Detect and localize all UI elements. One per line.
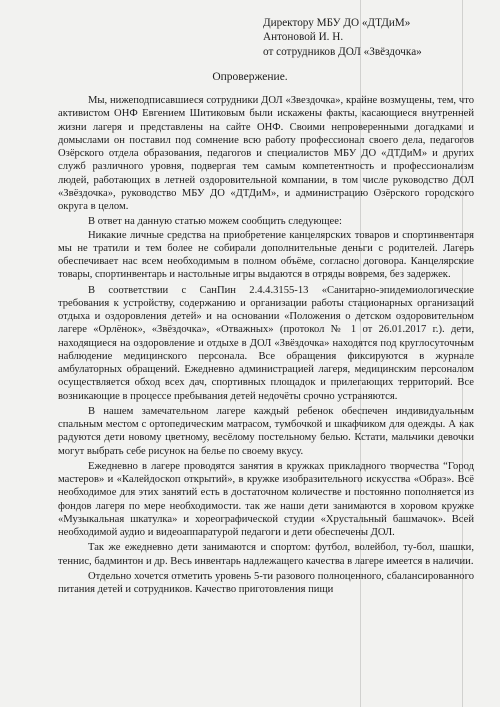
document-title: Опровержение.	[212, 71, 288, 83]
paragraph: В нашем замечательном лагере каждый ребенок обеспечен индивидуальным спальным местом с ортопедическим матрасом, тумбочкой и шкафчиком для одежды. А как радуются дети новому цветному, весёлому постельному белью. Кстати, мальчики девочки могут выбрать себе рисунок на белье по своему вкусу.	[58, 405, 474, 457]
document-body	[58, 94, 474, 598]
addressee-line: Директору МБУ ДО «ДТДиМ»	[263, 17, 411, 29]
paragraph: Никакие личные средства на приобретение канцелярских товаров и спортинвентаря мы не тратили и тем более не собирали дополнительные деньги с родителей. Лагерь обеспечивает нас всем необходимым в полном объёме, согласно договора. Канцелярские товары, спортинвентарь и настольные игры выдаются в отряды вовремя, без задержек.	[58, 229, 474, 281]
addressee-line: Антоновой И. Н.	[263, 31, 344, 44]
paragraph: Мы, нижеподписавшиеся сотрудники ДОЛ «Звездочка», крайне возмущены, тем, что активистом ОНФ Евгением Шитиковым были искажены факты, касающиеся внутренней жизни лагеря и представлены на сайте ОНФ. Своими непроверенными догадками и домыслами он поставил под сомнение всю работу профессионал своего дела, педагогов Озёрского отдела образования, педагогов и специалистов МБУ ДО «ДТДиМ» и других служб различного уровня, подвергая тем самым компетентность и профессионализм людей, работающих в летней оздоровительной компании, в том числе руководство ДОЛ «Звёздочка», руководство МБУ ДО «ДТДиМ», и администрацию Озёрского городского округа в целом.	[58, 95, 474, 212]
paragraph: Ежедневно в лагере проводятся занятия в кружках прикладного творчества “Город мастеров» и «Калейдоскоп открытий», в кружке изобразительного искусства «Образ». Всё необходимое для этих занятий есть в достаточном количестве и постоянно пополняется из фондов лагеря по мере необходимости. так же наши дети занимаются в хоровом кружке «Музыкальная шкатулка» и хореографической студии «Хрустальный башмачок». Всей необходимой аудио и видеоаппаратурой педагоги и дети обеспечены ДОЛ.	[58, 460, 474, 538]
paragraph: Отдельно хочется отметить уровень 5-ти разового полноценного, сбалансированного питания детей и сотрудников. Качество приготовления пищи	[58, 570, 474, 595]
paragraph: В ответ на данную статью можем сообщить следующее:	[88, 216, 342, 228]
paragraph: Так же ежедневно дети занимаются и спортом: футбол, волейбол, ту-бол, шашки, теннис, бадминтон и др. Весь инвентарь надлежащего качества в лагере имеется в наличии.	[58, 542, 474, 567]
addressee-block	[263, 16, 422, 59]
paragraph: В соответствии с СанПин 2.4.4.3155-13 «Санитарно-эпидемиологические требования к устройству, содержанию и организации работы стационарных организаций отдыха и оздоровления детей» и на основании «Положения о детском оздоровительном лагере «Орлёнок», «Звёздочка», «Отважных» (протокол № 1 от 26.01.2017 г.). дети, находящиеся на оздоровление и отдыхе в ДОЛ «Звёздочка» находятся под круглосуточным наблюдение медицинского персонала. Все обращения фиксируются в журнале амбулаторных обращений. Ежедневно администрацией лагеря, медицинским персоналом осуществляется обход всех дач, спортивных площадок и прилегающих территорий. Все возникающие в процессе пребывания детей недочёты срочно устраняются.	[58, 284, 474, 402]
addressee-line: от сотрудников ДОЛ «Звёздочка»	[263, 45, 422, 58]
